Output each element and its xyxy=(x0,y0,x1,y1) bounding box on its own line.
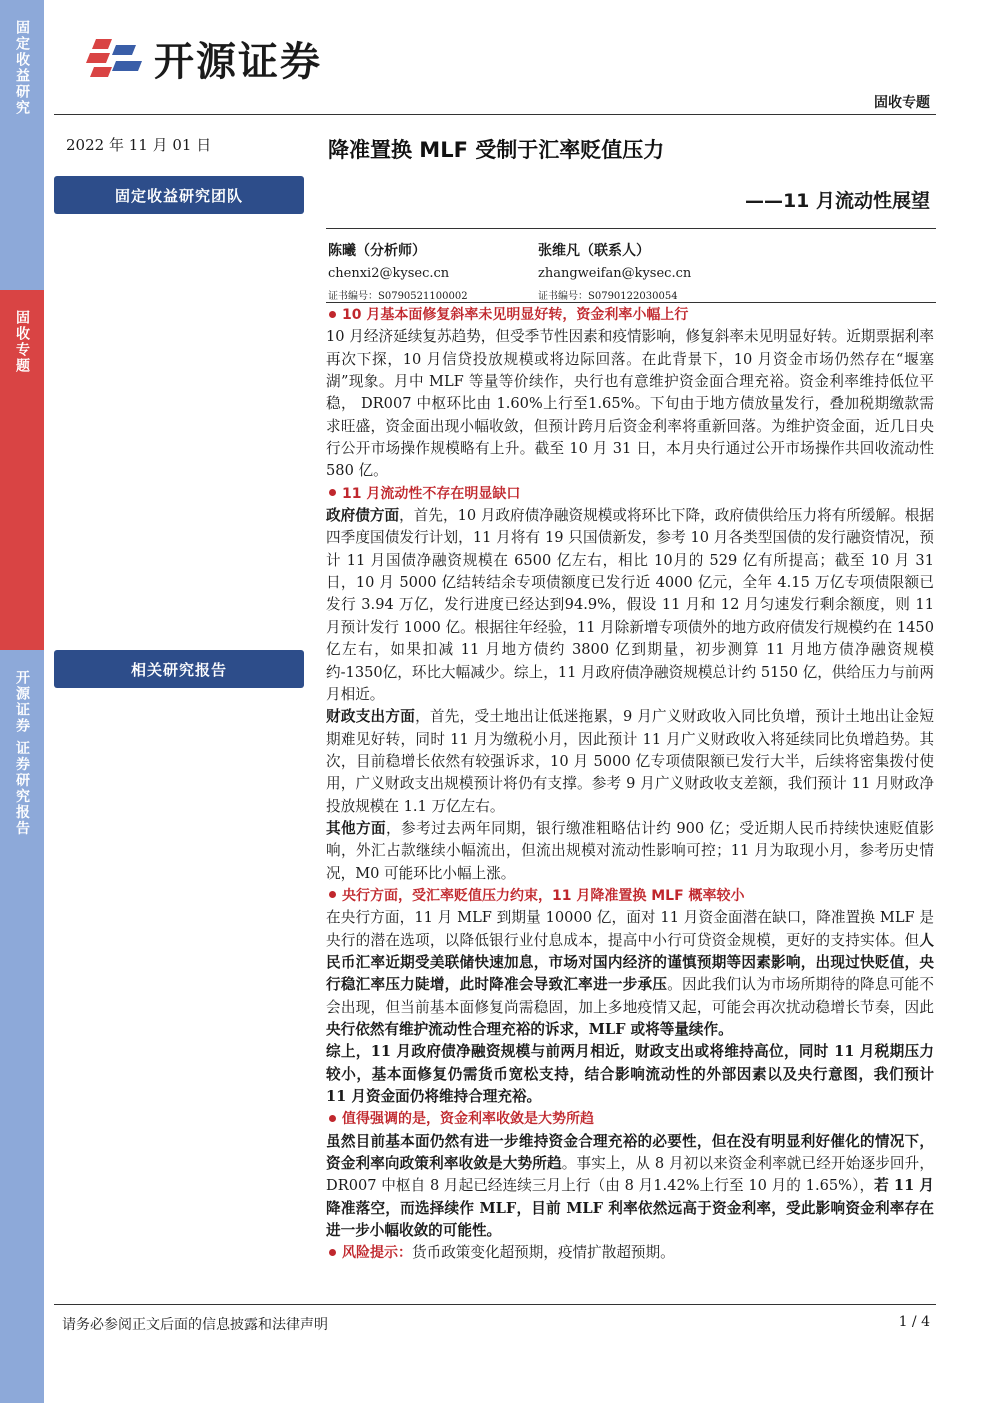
paragraph: 政府债方面，首先，10 月政府债净融资规模或将环比下降，政府债供给压力将有所缓解。根据四季度国债发行计划，11 月将有 19 只国债新发，参考 10 月各类型国债的发行融资情况，预计 11 月国债净融资规模在 6500 亿左右，相比 10月的 529 亿有所提高；截至 10 月 31 日，10 月 5000 亿结转结余专项债额度已发行近 4000 亿元，全年 4.15 万亿专项债限额已发行 3.94 万亿，发行进度已经达到94.9%，假设 11 月和 12 月匀速发行剩余额度，则 11 月预计发行 1000 亿。根据往年经验，11 月除新增专项债外的地方政府债发行规模约在 1450 亿左右，如果扣减 11 月地方债约 3800 亿到期量，初步测算 11 月地方债净融资规模约-1350亿，环比大幅减少。综上，11 月政府债净融资规模总计约 5150 亿，供给压力与前两月相近。 xyxy=(326,507,934,703)
author-email[interactable]: zhangweifan@kysec.cn xyxy=(538,266,692,281)
bullet-icon xyxy=(329,489,336,496)
author-email[interactable]: chenxi2@kysec.cn xyxy=(328,266,450,281)
section-heading: 10 月基本面修复斜率未见明显好转，资金利率小幅上行 xyxy=(326,304,934,326)
author-1 xyxy=(328,240,468,302)
paragraph: 在央行方面，11 月 MLF 到期量 10000 亿，面对 11 月资金面潜在缺口，降准置换 MLF 是央行的潜在选项，以降低银行业付息成本，提高中小行可贷资金规模，更好的支持实体。但人民币汇率近期受美联储快速加息，市场对国内经济的谨慎预期等因素影响，出现过快贬值，央行稳汇率压力陡增，此时降准会导致汇率进一步承压。因此我们认为市场所期待的降息可能不会出现，但当前基本面修复尚需稳固，加上多地疫情又起，可能会再次扰动稳增长节奏，因此央行依然有维护流动性合理充裕的诉求，MLF 或将等量续作。 xyxy=(326,909,934,1038)
sidebar-segment-top xyxy=(0,0,44,290)
bullet-icon xyxy=(329,311,336,318)
author-name: 陈曦（分析师） xyxy=(328,243,426,259)
logo-mark-icon xyxy=(86,37,144,81)
left-sidebar xyxy=(0,0,44,1403)
report-body xyxy=(326,304,934,1265)
company-logo xyxy=(86,30,322,87)
header-divider xyxy=(54,114,936,115)
author-2 xyxy=(538,240,691,302)
bullet-icon xyxy=(329,891,336,898)
author-name: 张维凡（联系人） xyxy=(538,243,650,259)
report-subtitle: ——11 月流动性展望 xyxy=(744,190,930,212)
bullet-icon xyxy=(329,1115,336,1122)
bullet-icon xyxy=(329,1249,336,1256)
sidebar-label-top: 固定收益研究 xyxy=(14,20,30,116)
footer-divider xyxy=(54,1304,936,1305)
report-topic: 固收专题 xyxy=(874,95,930,111)
team-box: 固定收益研究团队 xyxy=(54,176,304,214)
sidebar-segment-bottom xyxy=(0,650,44,1403)
section-heading: 11 月流动性不存在明显缺口 xyxy=(326,483,934,505)
authors-divider-bottom xyxy=(326,302,936,303)
sidebar-label-middle: 固收专题 xyxy=(14,310,30,374)
author-cert: 证书编号：S0790521100002 xyxy=(328,291,468,302)
page-number: 1 / 4 xyxy=(898,1314,930,1330)
paragraph: 虽然目前基本面仍然有进一步维持资金合理充裕的必要性，但在没有明显利好催化的情况下，资金利率向政策利率收敛是大势所趋。事实上，从 8 月初以来资金利率就已经开始逐步回升，DR007 中枢自 8 月起已经连续三月上行（由 8 月1.42%上行至 10 月的 1.65%），若 11 月降准落空，而选择续作 MLF，目前 MLF 利率依然远高于资金利率，受此影响资金利率存在进一步小幅收敛的可能性。 xyxy=(326,1132,934,1240)
paragraph: 财政支出方面，首先，受土地出让低迷拖累，9 月广义财政收入同比负增，预计土地出让金短期难见好转，同时 11 月为缴税小月，因此预计 11 月广义财政收入将延续同比负增趋势。其次，目前稳增长依然有较强诉求，10 月 5000 亿专项债限额已发行大半，后续将密集拨付使用，广义财政支出规模预计将仍有支撑。参考 9 月广义财政收支差额，我们预计 11 月财政净投放规模在 1.1 万亿左右。 xyxy=(326,708,934,815)
paragraph: 10 月经济延续复苏趋势，但受季节性因素和疫情影响，修复斜率未见明显好转。近期票据利率再次下探，10 月信贷投放规模或将边际回落。在此背景下，10 月资金市场仍然存在“堰塞湖”现象。月中 MLF 等量等价续作，央行也有意维护资金面合理充裕。资金利率维持低位平稳， DR007 中枢环比由 1.60%上行至1.65%。下旬由于地方债放量发行，叠加税期缴款需求旺盛，资金面出现小幅收敛，但预计跨月后资金利率将重新回落。为维护资金面，近几日央行公开市场操作规模略有上升。截至 10 月 31 日，本月央行通过公开市场操作共回收流动性580 亿。 xyxy=(326,328,934,480)
sidebar-label-bottom: 开源证券 证券研究报告 xyxy=(14,670,30,837)
report-title: 降准置换 MLF 受制于汇率贬值压力 xyxy=(328,138,665,162)
logo-text: 开源证券 xyxy=(154,39,322,85)
paragraph: 其他方面，参考过去两年同期，银行缴准粗略估计约 900 亿；受近期人民币持续快速贬值影响，外汇占款继续小幅流出，但流出规模对流动性影响可控；11 月为取现小月，参考历史情况，M0 可能环比小幅上涨。 xyxy=(326,819,934,882)
authors-divider-top xyxy=(326,228,936,229)
section-heading: 值得强调的是，资金利率收敛是大势所趋 xyxy=(326,1108,934,1130)
report-date: 2022 年 11 月 01 日 xyxy=(66,136,212,154)
author-cert: 证书编号：S0790122030054 xyxy=(538,291,678,302)
paragraph: 综上，11 月政府债净融资规模与前两月相近，财政支出或将维持高位，同时 11 月税期压力较小，基本面修复仍需货币宽松支持，结合影响流动性的外部因素以及央行意图，我们预计 11 月资金面仍将维持合理充裕。 xyxy=(326,1043,934,1106)
section-heading: 央行方面，受汇率贬值压力约束，11 月降准置换 MLF 概率较小 xyxy=(326,885,934,907)
risk-warning: 风险提示：货币政策变化超预期，疫情扩散超预期。 xyxy=(326,1242,934,1264)
sidebar-segment-middle xyxy=(0,290,44,650)
footer-disclaimer[interactable]: 请务必参阅正文后面的信息披露和法律声明 xyxy=(62,1317,328,1333)
related-reports-box[interactable]: 相关研究报告 xyxy=(54,650,304,688)
